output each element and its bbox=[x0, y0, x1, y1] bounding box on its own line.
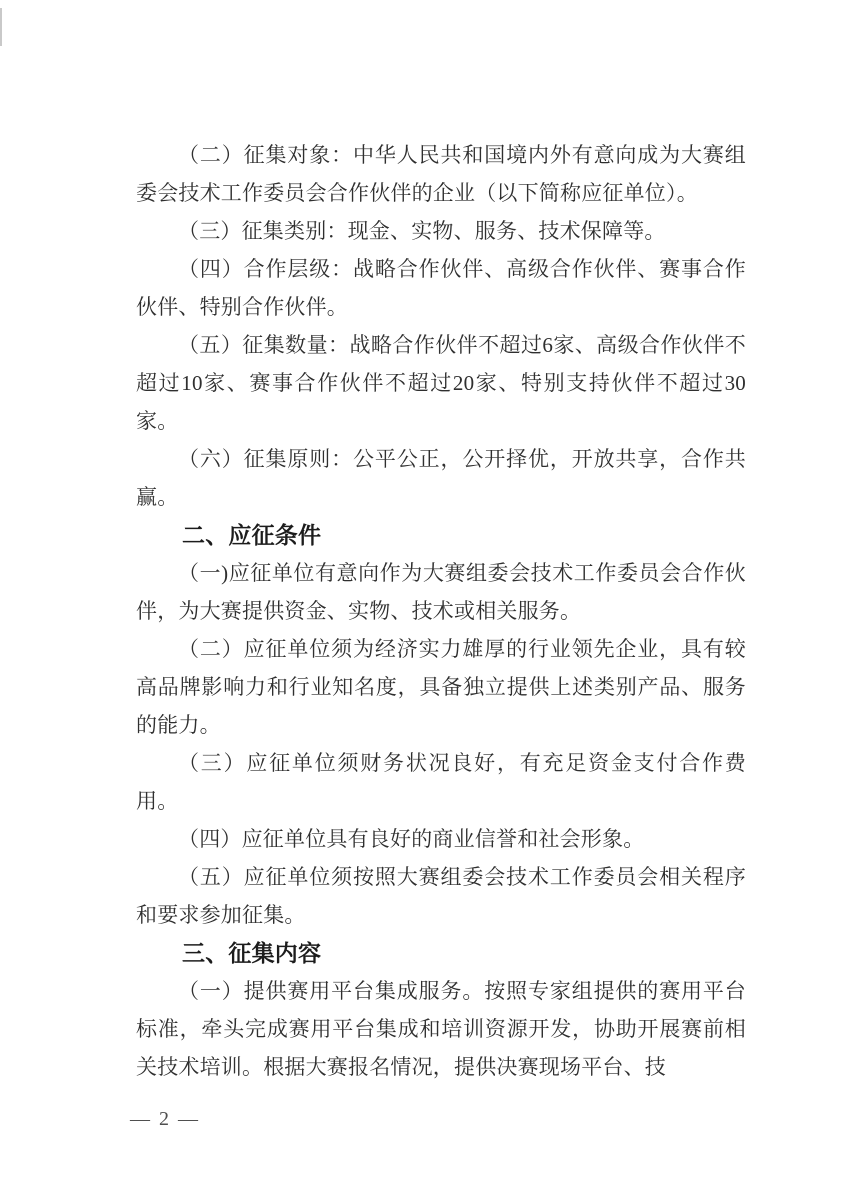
body-paragraph: （一）提供赛用平台集成服务。按照专家组提供的赛用平台标准，牵头完成赛用平台集成和培训资源开发，协助开展赛前相关技术培训。根据大赛报名情况，提供决赛现场平台、技 bbox=[136, 979, 746, 1079]
document-body bbox=[136, 136, 746, 1086]
body-paragraph: （三）征集类别：现金、实物、服务、技术保障等。 bbox=[178, 219, 666, 243]
scan-edge-artifact bbox=[0, 8, 2, 46]
body-paragraph: （二）征集对象：中华人民共和国境内外有意向成为大赛组委会技术工作委员会合作伙伴的企业（以下简称应征单位）。 bbox=[136, 143, 746, 205]
body-paragraph: （四）合作层级：战略合作伙伴、高级合作伙伴、赛事合作伙伴、特别合作伙伴。 bbox=[136, 257, 746, 319]
body-paragraph: （三）应征单位须财务状况良好，有充足资金支付合作费用。 bbox=[136, 751, 746, 813]
body-paragraph: （五）应征单位须按照大赛组委会技术工作委员会相关程序和要求参加征集。 bbox=[136, 865, 746, 927]
body-paragraph: （五）征集数量：战略合作伙伴不超过6家、高级合作伙伴不超过10家、赛事合作伙伴不超过20家、特别支持伙伴不超过30家。 bbox=[136, 333, 746, 433]
body-paragraph: （一)应征单位有意向作为大赛组委会技术工作委员会合作伙伴，为大赛提供资金、实物、技术或相关服务。 bbox=[136, 561, 746, 623]
body-paragraph: （六）征集原则：公平公正，公开择优，开放共享，合作共赢。 bbox=[136, 447, 746, 509]
section-heading: 三、征集内容 bbox=[182, 940, 322, 966]
body-paragraph: （二）应征单位须为经济实力雄厚的行业领先企业，具有较高品牌影响力和行业知名度，具备独立提供上述类别产品、服务的能力。 bbox=[136, 637, 746, 737]
page-number: — 2 — bbox=[130, 1108, 200, 1130]
section-heading: 二、应征条件 bbox=[182, 522, 322, 548]
body-paragraph: （四）应征单位具有良好的商业信誉和社会形象。 bbox=[178, 827, 645, 851]
page-footer bbox=[130, 1106, 200, 1132]
